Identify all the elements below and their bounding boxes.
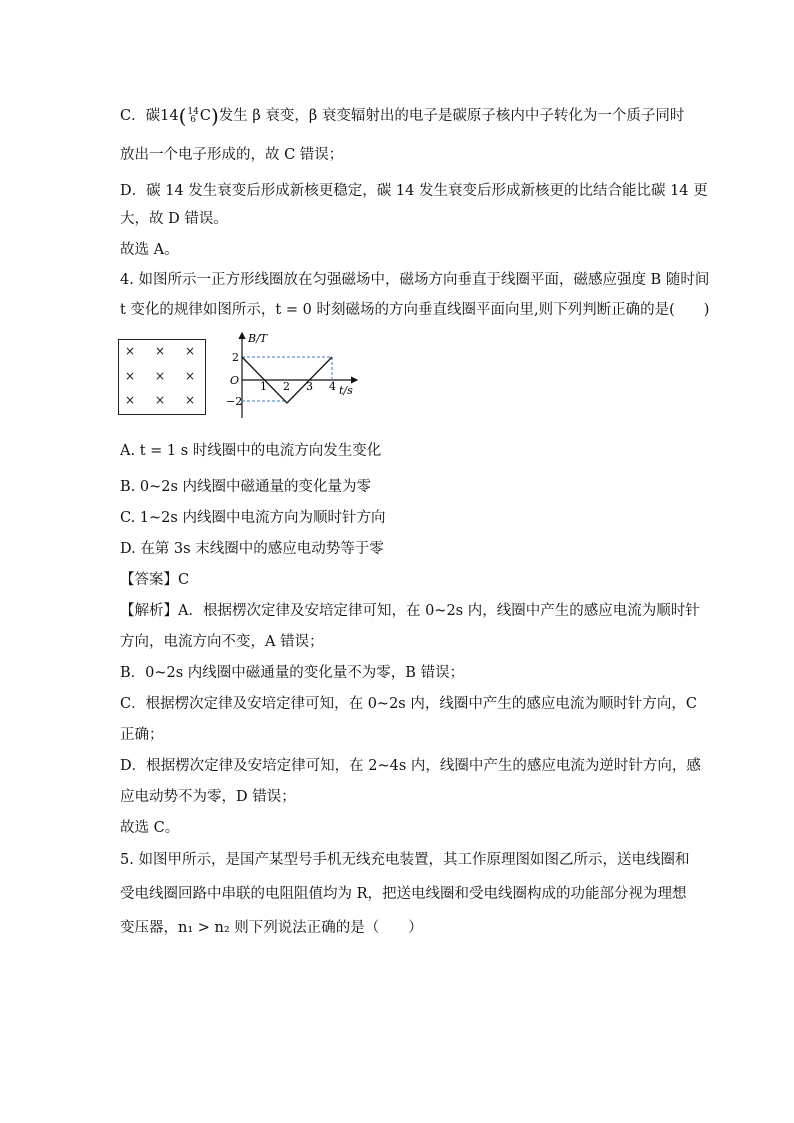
origin-label: O [230,374,240,387]
q3-option-d-line1: D．碳 14 发生衰变后形成新核更稳定，碳 14 发生衰变后形成新核更的比结合能比碳 14 更 [120,183,708,199]
paren-close: ) [210,104,219,128]
q4-analysis-line: 正确； [120,727,164,743]
q4-stem-line1: 4. 如图所示一正方形线圈放在匀强磁场中，磁场方向垂直于线圈平面，磁感应强度 B 随时间 [120,272,710,288]
q4-analysis-line: B．0~2s 内线圈中磁通量的变化量不为零，B 错误； [120,665,465,681]
q4-analysis-line: D．根据楞次定律及安培定律可知，在 2~4s 内，线圈中产生的感应电流为逆时针方向，感 [120,758,701,774]
magnetic-field-square [118,339,206,415]
x-tick-label: 3 [306,380,313,393]
cross-mark: × [155,393,166,407]
q4-option-a: A. t = 1 s 时线圈中的电流方向发生变化 [120,443,382,459]
y-axis-label: B/T [248,332,268,345]
q4-option-c: C. 1~2s 内线圈中电流方向为顺时针方向 [120,510,386,526]
q4-analysis-line: 应电动势不为零，D 错误； [120,789,296,805]
x-tick-label: 4 [329,380,336,393]
q4-option-b: B. 0~2s 内线圈中磁通量的变化量为零 [120,479,372,495]
q3-option-c-line2: 放出一个电子形成的，故 C 错误； [120,147,344,163]
isotope-mass: 14 [187,107,199,117]
x-tick-label: 2 [283,380,290,393]
cross-mark: × [125,344,136,358]
cross-mark: × [185,344,196,358]
y-tick-label: 2 [232,351,239,364]
q4-answer: 【答案】C [120,572,190,588]
isotope-symbol: C [199,108,211,124]
q3-c-rest: 发生 β 衰变，β 衰变辐射出的电子是碳原子核内中子转化为一个质子同时 [218,108,685,124]
cross-mark: × [155,369,166,383]
cross-mark: × [125,369,136,383]
q4-option-d: D. 在第 3s 末线圈中的感应电动势等于零 [120,541,384,557]
q4-analysis-line: 方向，电流方向不变，A 错误； [120,634,324,650]
cross-mark: × [155,344,166,358]
paren-open: ( [178,104,187,128]
cross-mark: × [125,393,136,407]
isotope-atomic: 6 [190,115,196,125]
q3-option-c-line1 [120,106,684,126]
q4-analysis-line: 故选 C。 [120,820,180,836]
x-axis-label: t/s [339,384,353,397]
q3-c-prefix: C．碳 [120,108,161,124]
isotope-notation [187,108,198,124]
q3-choose: 故选 A。 [120,242,179,258]
q4-analysis-line: 【解析】A．根据楞次定律及安培定律可知，在 0~2s 内，线圈中产生的感应电流为顺时针 [120,603,700,619]
q5-stem-line1: 5. 如图甲所示，是国产某型号手机无线充电装置，其工作原理图如图乙所示，送电线圈和 [120,852,690,868]
cross-mark: × [185,393,196,407]
q3-option-d-line2: 大，故 D 错误。 [120,211,228,227]
q5-stem-line2: 受电线圈回路中串联的电阻阻值均为 R，把送电线圈和受电线圈构成的功能部分视为理想 [120,886,687,902]
q4-stem-line2: t 变化的规律如图所示，t = 0 时刻磁场的方向垂直线圈平面向里,则下列判断正确的是( ) [120,302,710,318]
x-tick-label: 1 [260,380,267,393]
q3-c-number: 14 [160,108,179,124]
b-t-graph [222,328,372,423]
y-tick-label: −2 [226,395,243,408]
cross-mark: × [185,369,196,383]
q5-stem-line3: 变压器，n₁ > n₂ 则下列说法正确的是（ ） [120,920,423,936]
q4-analysis-line: C．根据楞次定律及安培定律可知，在 0~2s 内，线圈中产生的感应电流为顺时针方向，C [120,696,697,712]
